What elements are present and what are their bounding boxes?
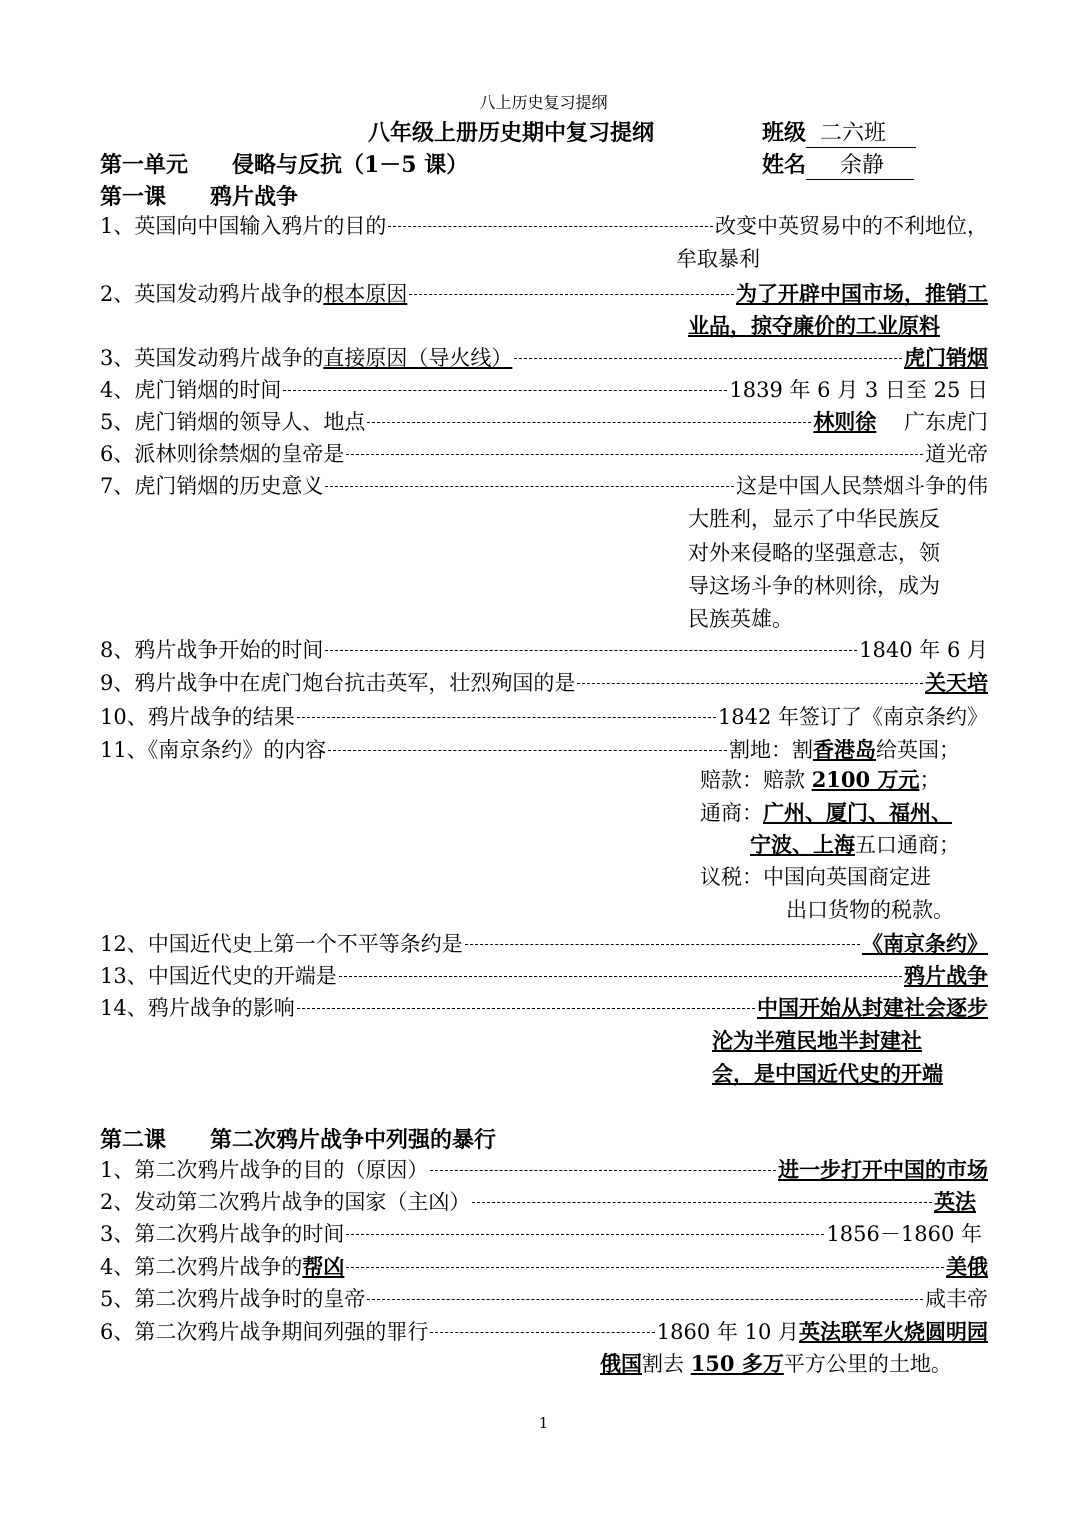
answer-continuation: 牟取暴利 [676,247,760,271]
unit-title: 第一单元 侵略与反抗（1－5 课） [100,152,469,178]
answer-continuation: 业品，掠夺廉价的工业原料 [688,313,940,338]
answer-continuation: 会，是中国近代史的开端 [712,1061,943,1086]
question-text: 6、第二次鸦片战争期间列强的罪行 [100,1320,429,1344]
leader-line [325,650,857,651]
lesson2-title: 第二课 第二次鸦片战争中列强的暴行 [100,1127,497,1153]
lesson1-q13 [100,960,988,992]
lesson2-q2 [100,1186,976,1218]
answer-text: 1839 年 6 月 3 日至 25 日 [729,378,988,402]
title-row [100,116,990,148]
leader-line [346,454,923,455]
answer-text: 割地：割香港岛给英国； [729,737,960,762]
leader-line [297,1008,755,1009]
answer-continuation: 对外来侵略的坚强意志，领 [688,541,940,565]
treaty-tariff-cont: 出口货物的税款。 [786,898,954,922]
leader-line [283,390,727,391]
name-value: 余静 [806,148,914,180]
leader-line [325,486,734,487]
question-text: 13、中国近代史的开端是 [100,964,337,988]
answer-text: 1842 年签订了《南京条约》 [717,705,988,729]
class-field [762,116,916,148]
question-text: 1、第二次鸦片战争的目的（原因） [100,1158,429,1182]
question-text: 14、鸦片战争的影响 [100,996,295,1020]
treaty-trade-ports-cont: 宁波、上海五口通商； [750,832,960,857]
leader-line [465,944,860,945]
question-text: 5、第二次鸦片战争时的皇帝 [100,1287,366,1311]
lesson2-q1 [100,1154,988,1186]
leader-line [367,1299,923,1300]
question-text: 9、鸦片战争中在虎门炮台抗击英军，壮烈殉国的是 [100,671,576,695]
lesson1-q11 [100,734,960,766]
answer-text: 鸦片战争 [904,963,988,988]
question-text: 5、虎门销烟的领导人、地点 [100,410,366,434]
lesson2-q3 [100,1218,982,1250]
key-term: 帮凶 [302,1254,345,1279]
answer-text: 美俄 [946,1254,988,1279]
lesson1-q6 [100,438,988,470]
leader-line [514,358,902,359]
question-text: 2、英国发动鸦片战争的根本原因 [100,282,408,306]
key-term: 直接原因（导火线） [323,346,513,370]
leader-line [388,226,713,227]
answer-text: 道光帝 [925,442,988,466]
key-term: 根本原因 [323,282,408,306]
lesson1-q7 [100,470,988,502]
question-text: 4、虎门销烟的时间 [100,378,282,402]
leader-line [328,750,727,751]
page-number: 1 [538,1414,549,1432]
question-text: 10、鸦片战争的结果 [100,705,295,729]
answer-text: 中国开始从封建社会逐步 [757,995,988,1020]
lesson1-q3 [100,342,988,374]
answer-continuation: 大胜利，显示了中华民族反 [688,507,940,531]
answer-text: 虎门销烟 [904,345,988,370]
answer-text: 1840 年 6 月 [859,638,988,662]
answer-text: 咸丰帝 [925,1287,988,1311]
question-text: 1、英国向中国输入鸦片的目的 [100,214,387,238]
question-text: 7、虎门销烟的历史意义 [100,474,324,498]
answer-text: 《南京条约》 [862,931,988,956]
leader-line [430,1170,776,1171]
lesson1-q5 [100,406,988,438]
class-label: 班级 [762,120,807,146]
name-field [762,148,914,180]
answer-text: 1860 年 10 月英法联军火烧圆明园 [656,1319,988,1344]
lesson1-q8 [100,634,988,666]
answer-continuation: 导这场斗争的林则徐，成为 [688,574,940,598]
answer-text: 1856－1860 年 [826,1222,982,1246]
leader-line [577,683,923,684]
answer-text: 这是中国人民禁烟斗争的伟 [736,474,988,498]
page-header: 八上历史复习提纲 [479,93,608,112]
answer-text: 进一步打开中国的市场 [778,1157,988,1182]
question-text: 4、第二次鸦片战争的帮凶 [100,1254,345,1279]
answer-text: 林则徐 广东虎门 [813,409,988,434]
treaty-indemnity: 赔款：赔款 2100 万元； [700,767,941,792]
lesson1-q12 [100,928,988,960]
lesson1-q9 [100,667,988,699]
lesson1-q4 [100,374,988,406]
question-text: 11、《南京条约》的内容 [100,738,327,762]
question-text: 8、鸦片战争开始的时间 [100,638,324,662]
name-label: 姓名 [762,152,807,178]
lesson2-q4 [100,1251,988,1283]
lesson1-q10 [100,701,988,733]
answer-text: 英法 [934,1189,976,1214]
question-text: 2、发动第二次鸦片战争的国家（主凶） [100,1190,471,1214]
lesson1-q14 [100,992,988,1024]
question-text: 3、第二次鸦片战争的时间 [100,1222,345,1246]
leader-line [367,422,811,423]
answer-continuation: 沦为半殖民地半封建社 [712,1028,922,1053]
lesson2-q5 [100,1283,988,1315]
leader-line [409,294,734,295]
leader-line [472,1202,932,1203]
lesson1-q1 [100,210,988,242]
treaty-trade-ports: 通商：广州、厦门、福州、 [700,800,952,825]
leader-line [297,717,716,718]
answer-continuation: 民族英雄。 [688,607,793,631]
question-text: 12、中国近代史上第一个不平等条约是 [100,932,463,956]
leader-line [430,1332,654,1333]
question-text: 3、英国发动鸦片战争的直接原因（导火线） [100,346,513,370]
answer-text: 改变中英贸易中的不利地位， [715,214,988,238]
unit-row [100,148,990,180]
lesson1-title: 第一课 鸦片战争 [100,184,299,210]
class-value: 二六班 [806,116,916,148]
leader-line [339,976,902,977]
leader-line [346,1267,944,1268]
lesson2-q6 [100,1316,988,1348]
answer-text: 关天培 [925,670,988,695]
lesson1-q2 [100,278,988,310]
question-text: 6、派林则徐禁烟的皇帝是 [100,442,345,466]
answer-text: 为了开辟中国市场，推销工 [736,281,988,306]
treaty-tariff: 议税：中国向英国商定进 [700,865,931,889]
leader-line [346,1234,824,1235]
document-title: 八年级上册历史期中复习提纲 [368,120,655,146]
answer-continuation: 俄国割去 150 多万平方公里的土地。 [600,1351,952,1376]
